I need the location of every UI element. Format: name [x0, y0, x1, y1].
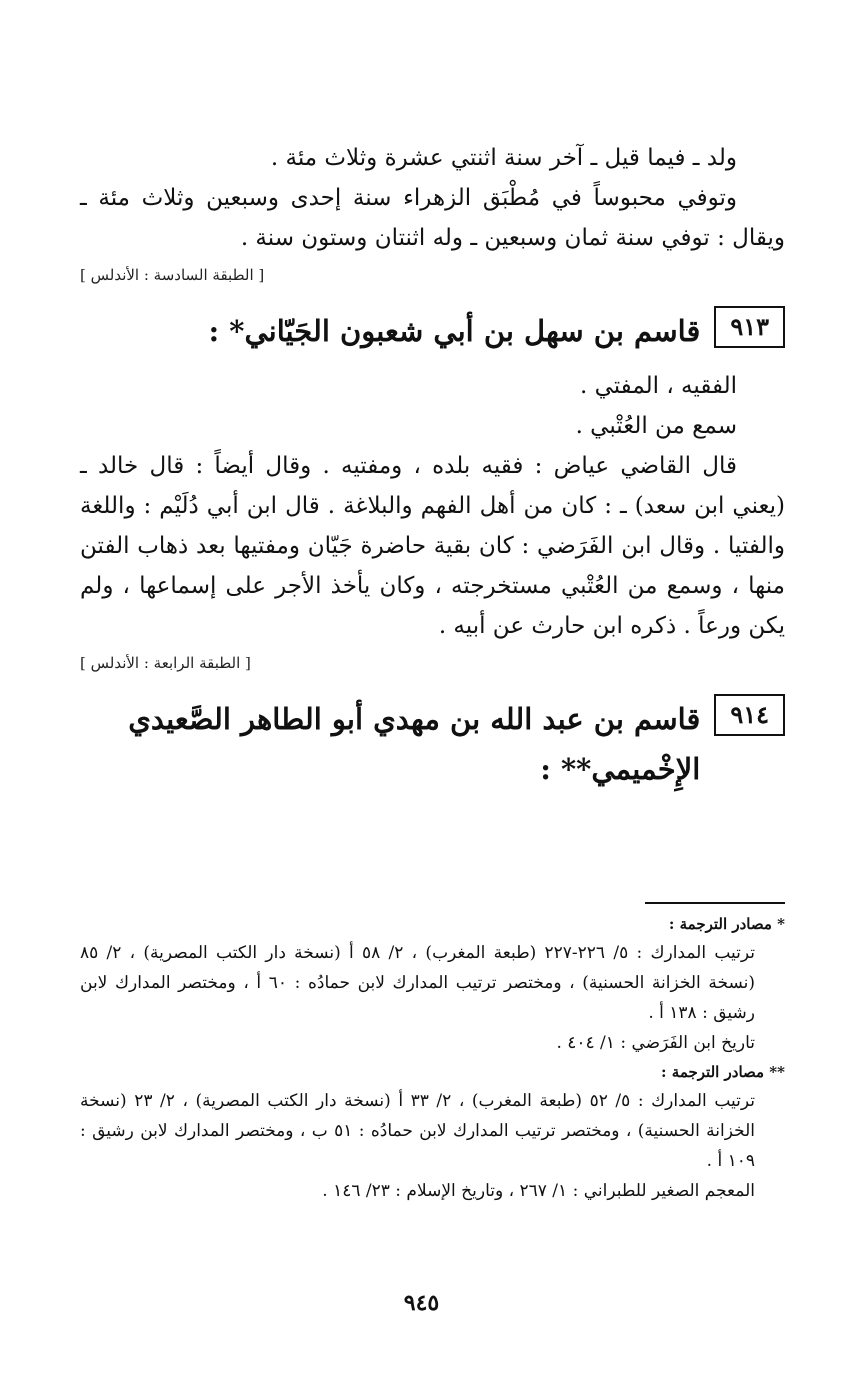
footnote-separator [645, 902, 785, 904]
tier-label: [ الطبقة السادسة : الأندلس ] [80, 266, 265, 284]
entry-number-box: ٩١٤ [714, 694, 785, 736]
paragraph-death: وتوفي محبوساً في مُطْبَق الزهراء سنة إحدى وسبعين وثلاث مئة ـ ويقال : توفي سنة ثمان وسبعين ـ وله اثنتان وستون سنة . [80, 185, 785, 251]
entry-line: سمع من العُتْبي . [575, 413, 737, 439]
entry-title: قاسم بن عبد الله بن مهدي أبو الطاهر الصَّعيدي الإِخْميمي** : [128, 702, 701, 786]
entry-number-box: ٩١٣ [714, 306, 785, 348]
page-number: ٩٤٥ [403, 1290, 440, 1316]
entry-title: قاسم بن سهل بن أبي شعبون الجَيّاني* : [208, 314, 701, 348]
tier-label: [ الطبقة الرابعة : الأندلس ] [80, 654, 251, 672]
footnotes [80, 902, 785, 1206]
entry-line: الفقيه ، المفتي . [579, 373, 737, 399]
footnote-text: ترتيب المدارك : ٥/ ٢٢٦-٢٢٧ (طبعة المغرب) ، ٢/ ٥٨ أ (نسخة دار الكتب المصرية) ، ٢/ ٨٥ (نسخة الخزانة الحسنية) ، ومختصر ترتيب المدارك لابن حمادُه : ٦٠ أ ، ومختصر المدارك لابن رشيق : ١٣٨ أ . [80, 943, 755, 1023]
footnote-text: المعجم الصغير للطبراني : ١/ ٢٦٧ ، وتاريخ الإسلام : ٢٣/ ١٤٦ . [322, 1181, 755, 1201]
entry-paragraph: قال القاضي عياض : فقيه بلده ، ومفتيه . وقال أيضاً : قال خالد ـ (يعني ابن سعد) ـ : كان من أهل الفهم والبلاغة . قال ابن أبي دُلَيْم : واللغة والفتيا . وقال ابن الفَرَضي : كان بقية حاضرة جَيّان ومفتيها بعد ذهاب الفتن منها ، وسمع من العُتْبي مستخرجته ، وكان يأخذ الأجر على إسماعها ، ولم يكن ورعاً . ذكره ابن حارث عن أبيه . [80, 453, 785, 639]
footnote-text: تاريخ ابن الفَرَضي : ١/ ٤٠٤ . [556, 1033, 755, 1053]
entry-heading-913 [80, 306, 785, 356]
footnote-heading: ** مصادر الترجمة : [661, 1063, 785, 1081]
footnote-heading: * مصادر الترجمة : [668, 915, 785, 933]
entry-heading-914 [80, 694, 785, 794]
footnote-text: ترتيب المدارك : ٥/ ٥٢ (طبعة المغرب) ، ٢/ ٣٣ أ (نسخة دار الكتب المصرية) ، ٢/ ٢٣ (نسخة الخزانة الحسنية) ، ومختصر ترتيب المدارك لابن حمادُه : ٥١ ب ، ومختصر المدارك لابن رشيق : ١٠٩ أ . [80, 1091, 755, 1171]
paragraph-birth: ولد ـ فيما قيل ـ آخر سنة اثنتي عشرة وثلاث مئة . [270, 145, 737, 171]
main-text [80, 138, 785, 804]
